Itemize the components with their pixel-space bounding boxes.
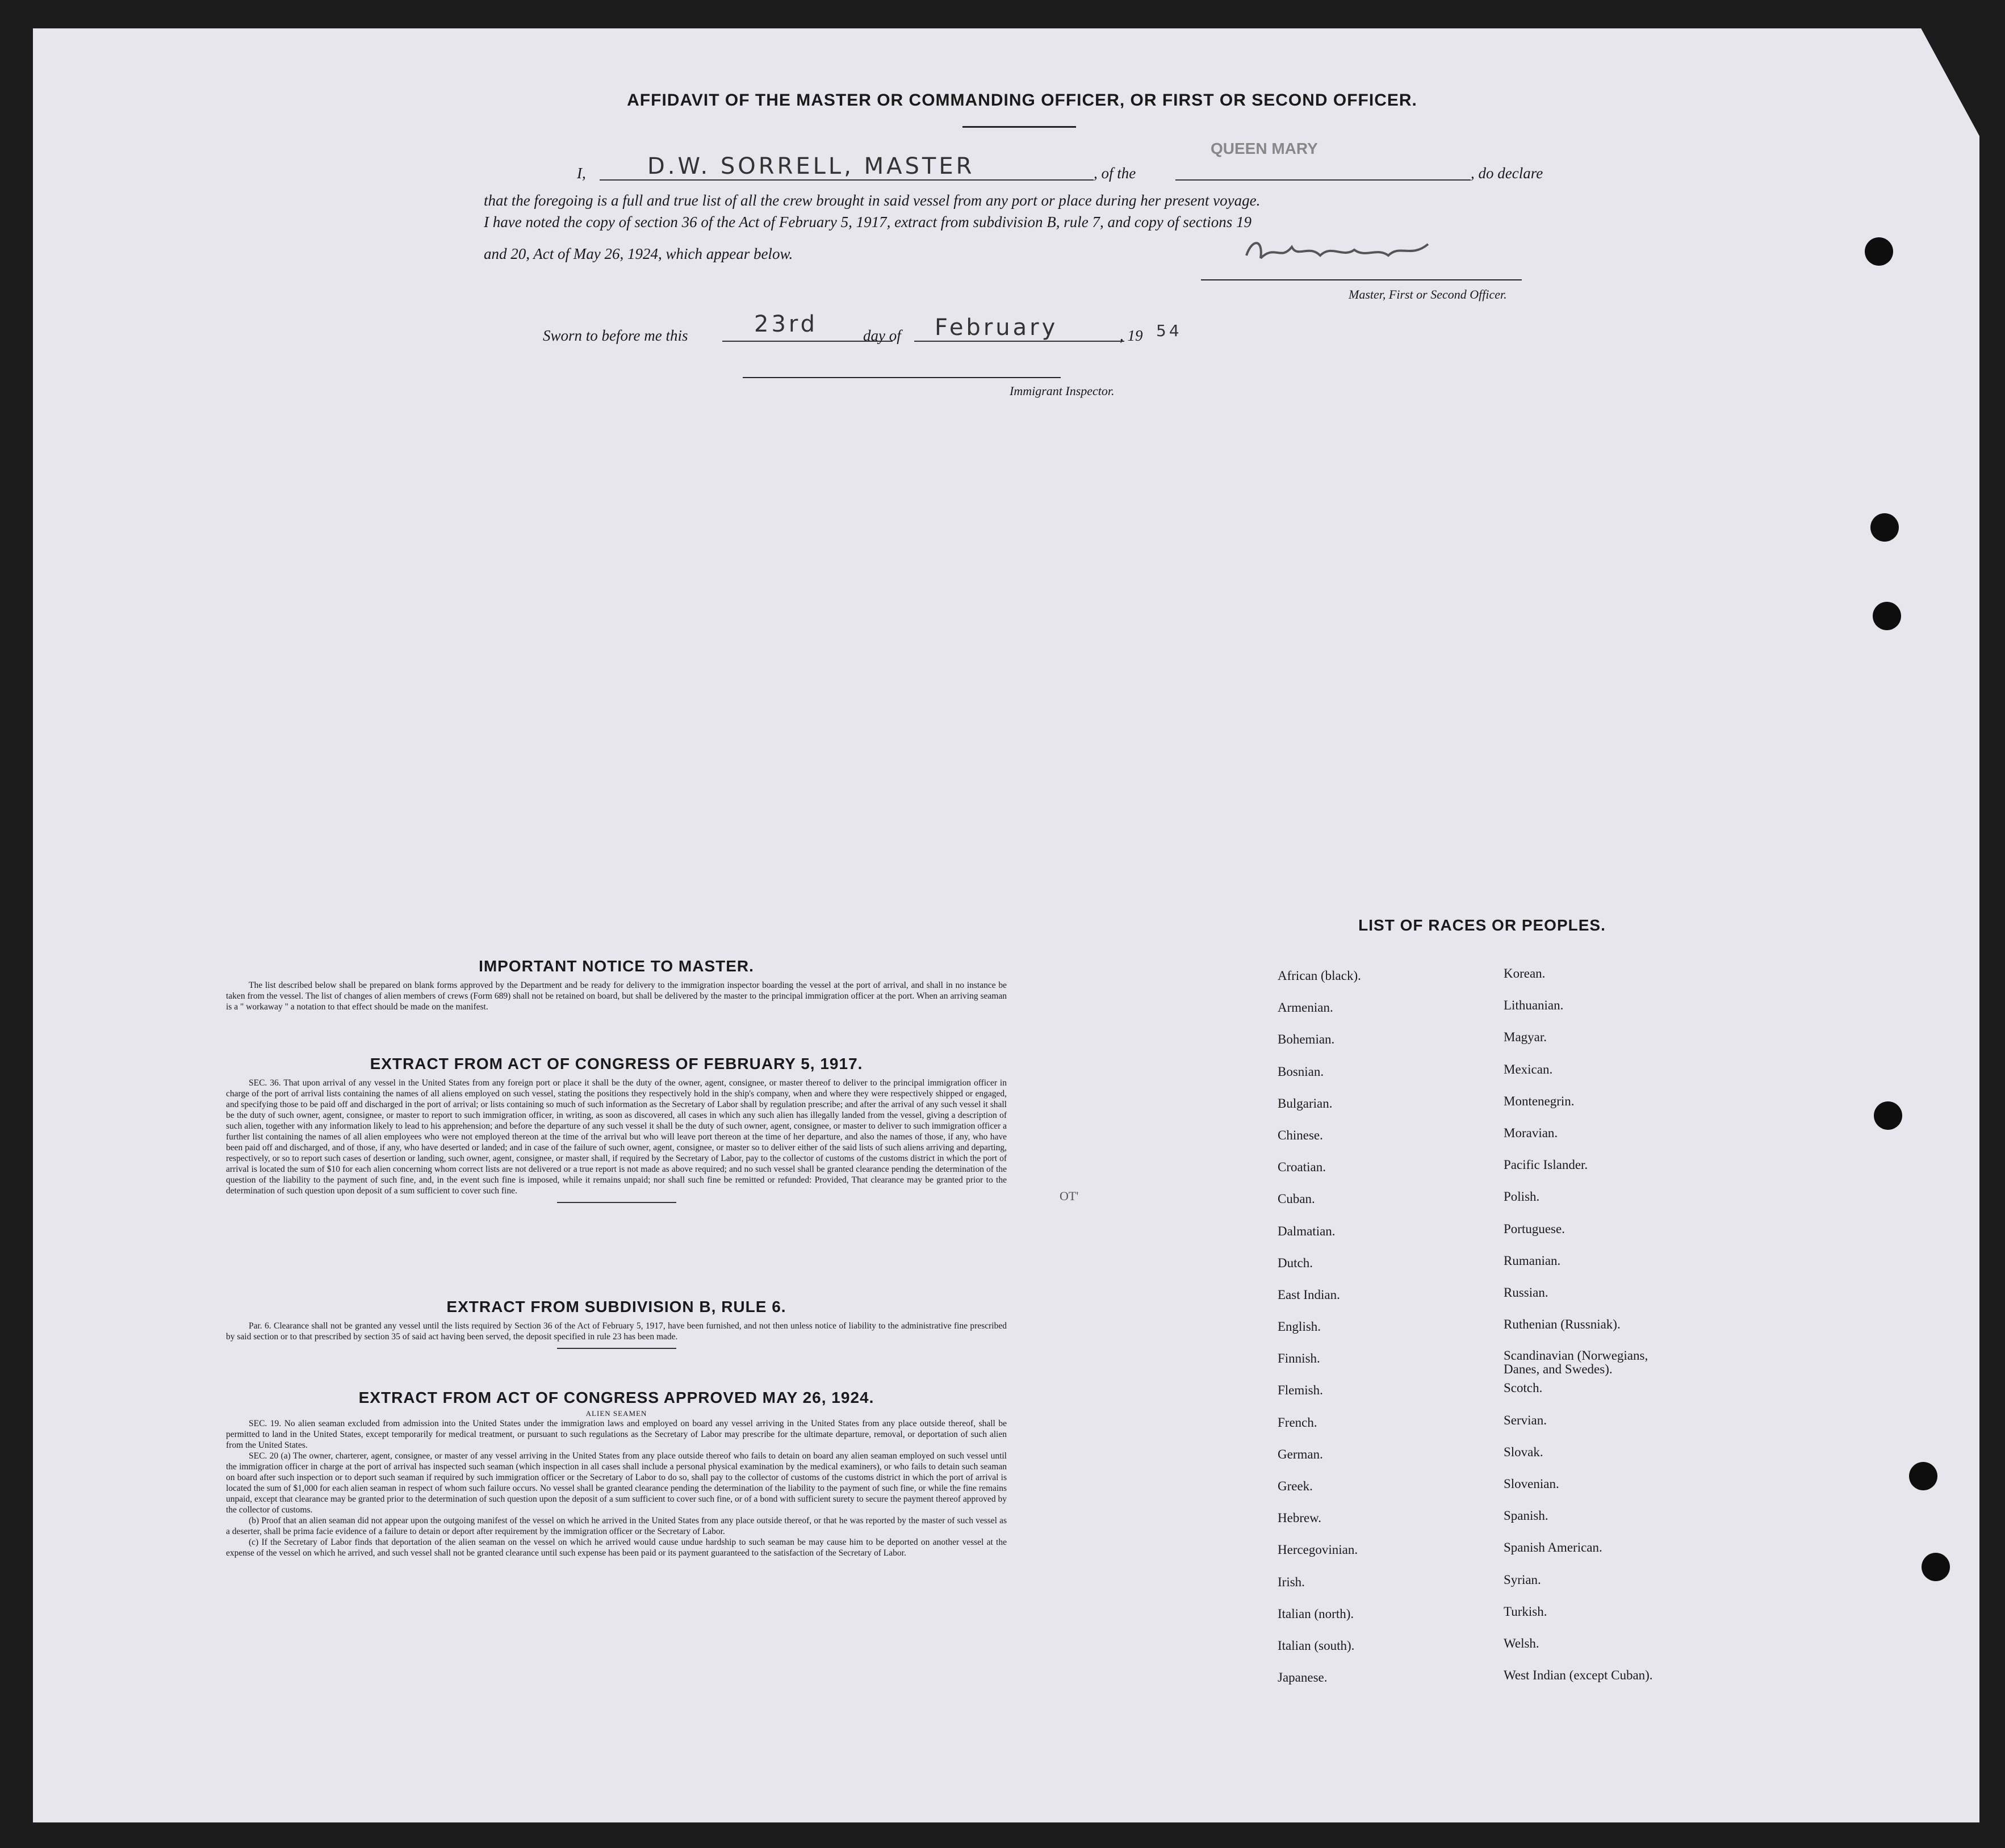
extract-1924-p2: SEC. 20 (a) The owner, charterer, agent, consignee, or master of any vessel arriving in the United States from any place outside thereof who fails to detain on board any alien seaman employed on such vessel until the immigration officer in charge at the port of arrival has inspected such seaman (which inspection in all cases shall include a personal physical examination by the medical examiners), or who fails to detain such seaman on board after such inspection or to deport such seaman if required by such immigration officer or the Secretary of Labor to do so, shall pay to the collector of customs of the customs district in which the port of arrival is located the sum of $1,000 for each alien seaman in respect of whom such failure occurs. No vessel shall be granted clearance pending the determination of the liability to the payment of such fine, or while the fine remains unpaid, except that clearance may be granted prior to the determination of such question upon the deposit of a sum sufficient to cover such fine, or of a bond with sufficient surety to secure the payment thereof approved by the collector of customs. [226,1451,1007,1515]
extract-1924-heading: EXTRACT FROM ACT OF CONGRESS APPROVED MAY 26, 1924. [358,1389,874,1406]
race-item: Dutch. [1278,1255,1313,1270]
year-handwritten: 54 [1156,321,1182,340]
race-item: Slovak. [1504,1444,1543,1459]
of-the-label: , of the [1094,165,1136,182]
race-item: German. [1278,1447,1323,1461]
year-prefix: , 19 [1120,327,1143,344]
race-item: Moravian. [1504,1125,1558,1140]
races-left-column [1278,969,1361,1702]
race-item: Portuguese. [1504,1221,1565,1236]
notice-heading: IMPORTANT NOTICE TO MASTER. [479,957,754,975]
race-item: Dalmatian. [1278,1223,1336,1238]
race-item: African (black). [1278,969,1361,983]
section-divider [557,1348,676,1349]
punch-hole [1874,1101,1902,1130]
race-item: Armenian. [1278,1000,1333,1015]
extract-1917-text: SEC. 36. That upon arrival of any vessel in the United States from any foreign port or place it shall be the duty of the owner, agent, consignee, or master thereof to deliver to the principal immigration officer in charge of the port of arrival lists containing the names of all aliens employed on such vessel, stating the positions they respectively hold in the ship's company, when and where they were respectively shipped or engaged, and specifying those to be paid off and discharged in the port of arrival; or lists containing so much of such information as the Secretary of Labor shall by regulation prescribe; and after the arrival of any such vessel it shall be the duty of such owner, agent, consignee, or master to report to such immigration officer, in writing, as soon as discovered, all cases in which any such alien has illegally landed from the vessel, giving a description of such alien, together with any information likely to lead to his apprehension; and before the departure of any such vessel it shall be the duty of such owner, agent, consignee, or master to deliver to such immigration officer a further list containing the names of all alien employees who were not employed thereon at the time of the arrival but who will leave port thereon at the time of her departure, and also the names of those, if any, who have been paid off and discharged, and of those, if any, who have deserted or landed; and in case of the failure of such owner, agent, consignee, or master so to deliver either of the said lists of such aliens arriving and departing, respectively, or so to report such cases of desertion or landing, such owner, agent, consignee, or master shall, if required by the Secretary of Labor, pay to the collector of customs of the customs district in which the port of arrival is located the sum of $10 for each alien concerning whom correct lists are not delivered or a true report is not made as above required; and no such vessel shall be granted clearance pending the determination of the question of the liability to the payment of such fine, and, in the event such fine is imposed, while it remains unpaid; nor shall such fine be remitted or refunded: Provided, That clearance may be granted prior to the determination of such question upon deposit of a sum sufficient to cover such fine. [226,1078,1007,1196]
race-item: French. [1278,1415,1317,1430]
declaration-line-3: and 20, Act of May 26, 1924, which appear below. [484,245,793,262]
punch-hole [1865,237,1893,266]
race-item: East Indian. [1278,1287,1340,1302]
declaration-line-2: I have noted the copy of section 36 of the Act of February 5, 1917, extract from subdivision B, rule 7, and copy of sections 19 [484,213,1251,231]
month-handwritten: February [935,315,1058,341]
race-item: Bohemian. [1278,1032,1335,1047]
race-item: Russian. [1504,1285,1548,1300]
race-item: Mexican. [1504,1062,1553,1076]
race-item: Pacific Islander. [1504,1158,1588,1172]
day-handwritten: 23rd [754,311,818,337]
day-of-label: day of [863,327,901,344]
race-item: Syrian. [1504,1572,1541,1587]
punch-hole [1873,602,1901,630]
race-item: Italian (south). [1278,1638,1355,1653]
race-item: Magyar. [1504,1030,1547,1045]
race-item: Croatian. [1278,1160,1326,1175]
race-item: Turkish. [1504,1604,1547,1619]
signature-caption: Master, First or Second Officer. [1349,287,1507,301]
race-item: Polish. [1504,1189,1540,1204]
punch-hole [1870,513,1899,542]
master-name-handwritten: D.W. SORRELL, MASTER [647,153,975,179]
punch-hole [1909,1462,1937,1490]
race-item: Bulgarian. [1278,1096,1333,1111]
race-item: Finnish. [1278,1351,1320,1366]
race-item: Spanish American. [1504,1540,1602,1555]
race-item: Scotch. [1504,1381,1543,1396]
title-underline [962,126,1076,128]
race-item: Slovenian. [1504,1477,1559,1491]
extract-1924-p3: (b) Proof that an alien seaman did not appear upon the outgoing manifest of the vessel on which he arrived in the United States from any place outside thereof, or that he was reported by the master of such vessel as a deserter, shall be prima facie evidence of a failure to detain or deport after requirement by the immigration officer or the Secretary of Labor. [226,1516,1007,1536]
race-item: Hebrew. [1278,1511,1322,1526]
race-item: Hercegovinian. [1278,1543,1358,1557]
race-item: Lithuanian. [1504,998,1564,1013]
inspector-line [743,377,1061,378]
race-item: Rumanian. [1504,1253,1561,1268]
race-item: Chinese. [1278,1128,1323,1142]
races-right-column [1504,966,1708,1700]
extract-1917-heading: EXTRACT FROM ACT OF CONGRESS OF FEBRUARY 5, 1917. [370,1055,863,1072]
inspector-caption: Immigrant Inspector. [1010,384,1115,398]
race-item: Bosnian. [1278,1064,1324,1079]
section-divider [557,1202,676,1203]
master-signature [1241,233,1434,267]
race-item: Cuban. [1278,1192,1315,1206]
extract-rule6-text: Par. 6. Clearance shall not be granted any vessel until the lists required by Section 36 of the Act of February 5, 1917, have been furnished, and not then unless notice of liability to the administrative fine prescribed by said section or to that prescribed by section 35 of said act having been served, the deposit specified in rule 23 has been made. [226,1321,1007,1342]
extract-1924-p4: (c) If the Secretary of Labor finds that deportation of the alien seaman on the vessel on which he arrived would cause undue hardship to such seaman be may cause him to be deported on another vessel at the expense of the vessel on which he arrived, and such vessel shall not be granted clearance until such expense has been paid or its payment guaranteed to the satisfaction of the Secretary of Labor. [226,1537,1007,1558]
race-item: Italian (north). [1278,1606,1354,1621]
race-item: Spanish. [1504,1508,1548,1523]
extract-rule6 [226,1298,1007,1349]
extract-1917 [226,1055,1007,1203]
extract-1924-p1: SEC. 19. No alien seaman excluded from admission into the United States under the immigration laws and employed on board any vessel arriving in the United States from any place outside thereof, shall be permitted to land in the United States, except temporarily for medical treatment, or pursuant to such regulations as the Secretary of Labor may prescribe for the ultimate departure, removal, or deportation of such alien from the United States. [226,1419,1007,1450]
race-item: Servian. [1504,1413,1547,1427]
sworn-label: Sworn to before me this [543,327,688,344]
declaration-line-1: that the foregoing is a full and true list of all the crew brought in said vessel from any port or place during her present voyage. [484,192,1261,209]
do-declare-label: , do declare [1471,165,1543,182]
ship-name-stamp: QUEEN MARY [1211,140,1318,157]
punch-hole [1922,1553,1950,1581]
extract-1924-subheading: ALIEN SEAMEN [585,1409,647,1418]
stray-mark: OT' [1060,1189,1079,1203]
month-line [914,341,1124,342]
extract-1924 [226,1389,1007,1558]
signature-line [1201,279,1522,280]
notice-text: The list described below shall be prepared on blank forms approved by the Department and be ready for delivery to the immigration inspector boarding the vessel at the port of arrival, and shall in no instance be taken from the vessel. The list of changes of alien members of crews (Form 689) shall not be retained on board, but shall be delivered by the master to the principal immigration officer at the port. When an arriving seaman is a " workaway " a notation to that effect should be made on the manifest. [226,980,1007,1012]
race-item: West Indian (except Cuban). [1504,1668,1653,1683]
race-item: Ruthenian (Russniak). [1504,1317,1621,1332]
race-item: Irish. [1278,1574,1305,1589]
race-item: Flemish. [1278,1383,1323,1398]
i-label: I, [577,165,586,182]
important-notice [226,957,1007,1012]
races-heading: LIST OF RACES OR PEOPLES. [1358,916,1606,934]
race-item: Welsh. [1504,1636,1539,1650]
race-item: Montenegrin. [1504,1093,1575,1108]
extract-rule6-heading: EXTRACT FROM SUBDIVISION B, RULE 6. [446,1298,786,1315]
race-item: Japanese. [1278,1670,1328,1685]
race-item: Greek. [1278,1479,1313,1493]
race-item: English. [1278,1319,1321,1334]
ship-line [1175,179,1471,181]
race-item: Korean. [1504,966,1546,980]
name-line [600,179,1094,181]
affidavit-title: AFFIDAVIT OF THE MASTER OR COMMANDING OFFICER, OR FIRST OR SECOND OFFICER. [627,91,1417,110]
race-item: Scandinavian (Norwegians, Danes, and Swedes). [1504,1348,1648,1377]
